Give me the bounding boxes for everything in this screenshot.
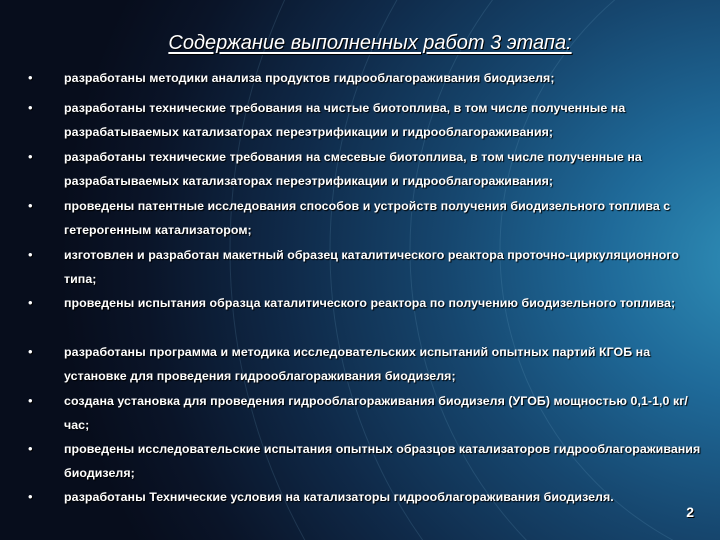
list-item-text: разработаны программа и методика исследовательских испытаний опытных партий КГОБ на установке для проведения гидрооблагораживания биодизеля; — [64, 345, 651, 383]
list-item-text: разработаны Технические условия на катализаторы гидрооблагораживания биодизеля. — [64, 490, 614, 504]
bullet-icon: • — [28, 393, 33, 408]
bullet-icon: • — [28, 70, 33, 85]
list-item-text: создана установка для проведения гидрооблагораживания биодизеля (УГОБ) мощностью 0,1-1,0 кг/час; — [64, 394, 688, 432]
list-item-text: разработаны технические требования на чистые биотоплива, в том числе полученные на разрабатываемых катализаторах переэтрификации и гидрооблагораживания; — [64, 101, 626, 139]
slide-title: Содержание выполненных работ 3 этапа: — [168, 32, 572, 54]
bullet-icon: • — [28, 295, 33, 310]
list-item-text: изготовлен и разработан макетный образец каталитического реактора проточно-циркуляционного типа; — [64, 248, 680, 286]
list-item-text: разработаны технические требования на смесевые биотоплива, в том числе полученные на разрабатываемых катализаторах переэтрификации и гидрооблагораживания; — [64, 150, 642, 188]
list-item-text: проведены испытания образца каталитического реактора по получению биодизельного топлива; — [64, 296, 676, 310]
list-item-text: разработаны методики анализа продуктов гидрооблагораживания биодизеля; — [64, 71, 555, 85]
bullet-icon: • — [28, 198, 33, 213]
bullet-icon: • — [28, 149, 33, 164]
bullet-icon: • — [28, 247, 33, 262]
bullet-icon: • — [28, 344, 33, 359]
bullet-icon: • — [28, 441, 33, 456]
bullet-icon: • — [28, 489, 33, 504]
list-item-text: проведены исследовательские испытания опытных образцов катализаторов гидрооблагораживания биодизеля; — [64, 442, 701, 480]
page-number: 2 — [686, 504, 694, 520]
list-item-text: проведены патентные исследования способов и устройств получения биодизельного топлива с гетерогенным катализатором; — [64, 199, 671, 237]
bullet-icon: • — [28, 100, 33, 115]
